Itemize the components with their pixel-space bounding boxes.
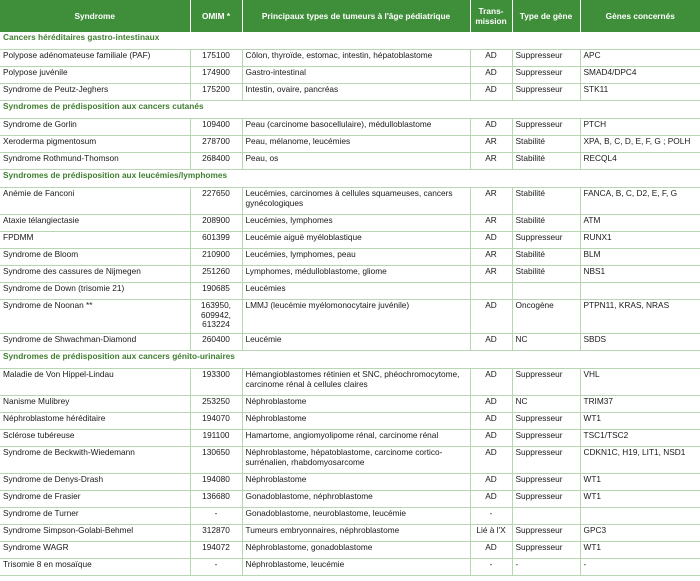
cell-omim: 601399: [190, 232, 242, 249]
cell-transmission: AD: [470, 84, 512, 101]
cell-tumeurs: Hamartome, angiomyolipome rénal, carcinome rénal: [242, 430, 470, 447]
table-row: [0, 474, 700, 491]
cell-transmission: AR: [470, 249, 512, 266]
cell-type-gene: Suppresseur: [512, 369, 580, 396]
table-row: [0, 266, 700, 283]
cell-syndrome: Sclérose tubéreuse: [0, 430, 190, 447]
table-row: [0, 447, 700, 474]
cell-transmission: -: [470, 508, 512, 525]
cell-omim: 193300: [190, 369, 242, 396]
cell-genes: TRIM37: [580, 396, 700, 413]
header-row: [0, 0, 700, 32]
cell-tumeurs: Gastro-intestinal: [242, 67, 470, 84]
cell-omim: 210900: [190, 249, 242, 266]
cell-type-gene: Stabilité: [512, 266, 580, 283]
cell-genes: CDKN1C, H19, LIT1, NSD1: [580, 447, 700, 474]
cell-genes: WT1: [580, 413, 700, 430]
cell-genes: PTCH: [580, 119, 700, 136]
cell-genes: RECQL4: [580, 153, 700, 170]
cell-transmission: AD: [470, 542, 512, 559]
header-transmission: Trans-mission: [470, 0, 512, 32]
cell-syndrome: Polypose juvénile: [0, 67, 190, 84]
cell-syndrome: Syndrome Simpson-Golabi-Behmel: [0, 525, 190, 542]
cell-transmission: -: [470, 559, 512, 576]
cell-syndrome: Syndrome de Denys-Drash: [0, 474, 190, 491]
cell-omim: 194080: [190, 474, 242, 491]
cell-type-gene: Stabilité: [512, 249, 580, 266]
cell-tumeurs: Intestin, ovaire, pancréas: [242, 84, 470, 101]
cell-syndrome: Syndrome WAGR: [0, 542, 190, 559]
table-row: [0, 525, 700, 542]
table-row: [0, 413, 700, 430]
cell-genes: GPC3: [580, 525, 700, 542]
cell-transmission: AD: [470, 413, 512, 430]
cell-type-gene: Suppresseur: [512, 491, 580, 508]
cell-genes: SMAD4/DPC4: [580, 67, 700, 84]
cell-omim: 109400: [190, 119, 242, 136]
cell-tumeurs: Côlon, thyroïde, estomac, intestin, hépatoblastome: [242, 50, 470, 67]
cell-tumeurs: Peau, os: [242, 153, 470, 170]
table-row: [0, 119, 700, 136]
cell-tumeurs: Peau (carcinome basocellulaire), médulloblastome: [242, 119, 470, 136]
cell-transmission: AD: [470, 50, 512, 67]
cell-genes: STK11: [580, 84, 700, 101]
cell-syndrome: Syndrome de Peutz-Jeghers: [0, 84, 190, 101]
cell-genes: PTPN11, KRAS, NRAS: [580, 300, 700, 334]
table-row: [0, 67, 700, 84]
cell-omim: 194070: [190, 413, 242, 430]
cell-omim: 130650: [190, 447, 242, 474]
cell-omim: 190685: [190, 283, 242, 300]
section-header-row: [0, 351, 700, 369]
cell-omim: 312870: [190, 525, 242, 542]
header-genes: Gènes concernés: [580, 0, 700, 32]
cell-transmission: AD: [470, 474, 512, 491]
cell-omim: -: [190, 508, 242, 525]
cell-genes: WT1: [580, 542, 700, 559]
header-tumeurs: Principaux types de tumeurs à l'âge pédiatrique: [242, 0, 470, 32]
table-row: [0, 153, 700, 170]
section-title: Syndromes de prédisposition aux cancers cutanés: [0, 101, 700, 119]
cell-genes: TSC1/TSC2: [580, 430, 700, 447]
cell-type-gene: Suppresseur: [512, 447, 580, 474]
table-row: [0, 508, 700, 525]
cell-syndrome: Syndrome Rothmund-Thomson: [0, 153, 190, 170]
cell-omim: 175200: [190, 84, 242, 101]
cell-type-gene: Suppresseur: [512, 119, 580, 136]
header-syndrome: Syndrome: [0, 0, 190, 32]
cell-syndrome: Anémie de Fanconi: [0, 188, 190, 215]
cell-omim: 194072: [190, 542, 242, 559]
cell-type-gene: Suppresseur: [512, 50, 580, 67]
cell-transmission: AD: [470, 447, 512, 474]
cell-genes: BLM: [580, 249, 700, 266]
cell-genes: -: [580, 559, 700, 576]
cell-transmission: AR: [470, 153, 512, 170]
cell-type-gene: Suppresseur: [512, 413, 580, 430]
cell-omim: 268400: [190, 153, 242, 170]
cell-syndrome: Xeroderma pigmentosum: [0, 136, 190, 153]
cell-syndrome: Syndrome de Bloom: [0, 249, 190, 266]
table-row: [0, 300, 700, 334]
cell-syndrome: Syndrome de Turner: [0, 508, 190, 525]
section-header-row: [0, 32, 700, 50]
cell-type-gene: Stabilité: [512, 153, 580, 170]
cell-tumeurs: Néphroblastome: [242, 474, 470, 491]
section-title: Syndromes de prédisposition aux leucémies/lymphomes: [0, 170, 700, 188]
cell-transmission: AD: [470, 396, 512, 413]
cell-syndrome: Syndrome de Beckwith-Wiedemann: [0, 447, 190, 474]
cell-type-gene: NC: [512, 396, 580, 413]
cell-tumeurs: Néphroblastome, gonadoblastome: [242, 542, 470, 559]
table-row: [0, 188, 700, 215]
table-row: [0, 84, 700, 101]
cell-syndrome: Polypose adénomateuse familiale (PAF): [0, 50, 190, 67]
cell-type-gene: -: [512, 559, 580, 576]
section-title: Cancers héréditaires gastro-intestinaux: [0, 32, 700, 50]
cell-tumeurs: Néphroblastome: [242, 413, 470, 430]
cell-syndrome: Trisomie 8 en mosaïque: [0, 559, 190, 576]
cell-syndrome: Maladie de Von Hippel-Lindau: [0, 369, 190, 396]
cell-omim: 174900: [190, 67, 242, 84]
cell-type-gene: Suppresseur: [512, 430, 580, 447]
cell-omim: 253250: [190, 396, 242, 413]
cell-type-gene: NC: [512, 334, 580, 351]
table-row: [0, 542, 700, 559]
table-row: [0, 369, 700, 396]
cell-tumeurs: Peau, mélanome, leucémies: [242, 136, 470, 153]
table-row: [0, 136, 700, 153]
table-row: [0, 491, 700, 508]
cell-tumeurs: Lymphomes, médulloblastome, gliome: [242, 266, 470, 283]
cell-tumeurs: Néphroblastome, leucémie: [242, 559, 470, 576]
cell-transmission: AR: [470, 266, 512, 283]
cell-tumeurs: Leucémies: [242, 283, 470, 300]
cell-type-gene: Stabilité: [512, 188, 580, 215]
cell-syndrome: Syndrome de Noonan **: [0, 300, 190, 334]
cell-omim: 163950, 609942, 613224: [190, 300, 242, 334]
cell-genes: FANCA, B, C, D2, E, F, G: [580, 188, 700, 215]
cell-type-gene: Suppresseur: [512, 525, 580, 542]
cell-type-gene: Suppresseur: [512, 84, 580, 101]
cell-type-gene: Stabilité: [512, 136, 580, 153]
cell-transmission: AD: [470, 334, 512, 351]
cell-syndrome: Syndrome de Down (trisomie 21): [0, 283, 190, 300]
cell-transmission: AR: [470, 188, 512, 215]
cell-tumeurs: Hémangioblastomes rétinien et SNC, phéochromocytome, carcinome rénal à cellules claires: [242, 369, 470, 396]
table-body: [0, 32, 700, 576]
cell-tumeurs: Leucémies, lymphomes: [242, 215, 470, 232]
cell-type-gene: Oncogène: [512, 300, 580, 334]
section-title: Syndromes de prédisposition aux cancers génito-urinaires: [0, 351, 700, 369]
cell-genes: VHL: [580, 369, 700, 396]
cell-genes: WT1: [580, 491, 700, 508]
table-row: [0, 396, 700, 413]
table-row: [0, 249, 700, 266]
cell-omim: 175100: [190, 50, 242, 67]
table-row: [0, 50, 700, 67]
cell-transmission: AD: [470, 300, 512, 334]
cell-omim: 260400: [190, 334, 242, 351]
cell-type-gene: Suppresseur: [512, 232, 580, 249]
cell-tumeurs: Gonadoblastome, neuroblastome, leucémie: [242, 508, 470, 525]
cell-genes: SBDS: [580, 334, 700, 351]
cell-type-gene: [512, 283, 580, 300]
cell-genes: APC: [580, 50, 700, 67]
cell-genes: WT1: [580, 474, 700, 491]
cell-transmission: AR: [470, 136, 512, 153]
cell-omim: 136680: [190, 491, 242, 508]
cell-tumeurs: Gonadoblastome, néphroblastome: [242, 491, 470, 508]
cell-transmission: AD: [470, 430, 512, 447]
cell-omim: 208900: [190, 215, 242, 232]
section-header-row: [0, 101, 700, 119]
cell-syndrome: Syndrome de Shwachman-Diamond: [0, 334, 190, 351]
cell-transmission: AR: [470, 215, 512, 232]
cell-tumeurs: Leucémie: [242, 334, 470, 351]
cell-transmission: [470, 283, 512, 300]
cell-genes: XPA, B, C, D, E, F, G ; POLH: [580, 136, 700, 153]
cell-omim: 251260: [190, 266, 242, 283]
cell-omim: -: [190, 559, 242, 576]
cell-transmission: AD: [470, 369, 512, 396]
cell-syndrome: FPDMM: [0, 232, 190, 249]
cell-tumeurs: Leucémies, lymphomes, peau: [242, 249, 470, 266]
cell-type-gene: [512, 508, 580, 525]
cell-type-gene: Suppresseur: [512, 474, 580, 491]
cell-tumeurs: Tumeurs embryonnaires, néphroblastome: [242, 525, 470, 542]
table-row: [0, 430, 700, 447]
cell-tumeurs: LMMJ (leucémie myélomonocytaire juvénile): [242, 300, 470, 334]
table-row: [0, 232, 700, 249]
cell-syndrome: Syndrome de Gorlin: [0, 119, 190, 136]
table-row: [0, 559, 700, 576]
cell-omim: 191100: [190, 430, 242, 447]
cell-transmission: AD: [470, 491, 512, 508]
cell-tumeurs: Leucémies, carcinomes à cellules squameuses, cancers gynécologiques: [242, 188, 470, 215]
cell-tumeurs: Néphroblastome, hépatoblastome, carcinome cortico-surrénalien, rhabdomyosarcome: [242, 447, 470, 474]
cell-transmission: AD: [470, 119, 512, 136]
cell-transmission: AD: [470, 232, 512, 249]
table-row: [0, 334, 700, 351]
cell-genes: RUNX1: [580, 232, 700, 249]
cell-transmission: Lié à l'X: [470, 525, 512, 542]
cell-genes: [580, 508, 700, 525]
header-type-gene: Type de gène: [512, 0, 580, 32]
cell-transmission: AD: [470, 67, 512, 84]
cell-omim: 278700: [190, 136, 242, 153]
cell-type-gene: Stabilité: [512, 215, 580, 232]
cell-syndrome: Néphroblastome héréditaire: [0, 413, 190, 430]
cell-type-gene: Suppresseur: [512, 542, 580, 559]
cell-genes: NBS1: [580, 266, 700, 283]
cell-syndrome: Syndrome de Frasier: [0, 491, 190, 508]
section-header-row: [0, 170, 700, 188]
cell-tumeurs: Leucémie aiguë myéloblastique: [242, 232, 470, 249]
table-row: [0, 283, 700, 300]
cell-syndrome: Ataxie télangiectasie: [0, 215, 190, 232]
cell-genes: ATM: [580, 215, 700, 232]
cell-syndrome: Nanisme Mulibrey: [0, 396, 190, 413]
cell-genes: [580, 283, 700, 300]
cell-syndrome: Syndrome des cassures de Nijmegen: [0, 266, 190, 283]
table-row: [0, 215, 700, 232]
cell-tumeurs: Néphroblastome: [242, 396, 470, 413]
cell-omim: 227650: [190, 188, 242, 215]
header-omim: OMIM *: [190, 0, 242, 32]
cell-type-gene: Suppresseur: [512, 67, 580, 84]
